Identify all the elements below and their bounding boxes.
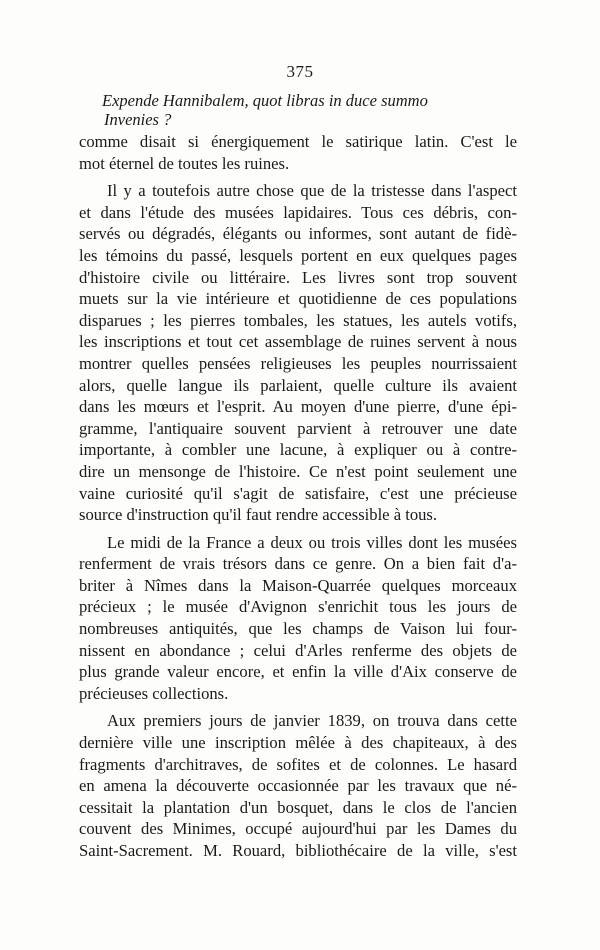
- paragraph: [79, 180, 517, 526]
- text-line: cessitait la plantation d'un bosquet, dans le clos de l'ancien: [79, 797, 517, 817]
- text-line: Le midi de la France a deux ou trois villes dont les musées: [107, 532, 517, 552]
- text-line: renferment de vrais trésors dans ce genre. On a bien fait d'a-: [79, 554, 517, 574]
- text-line: dans les mœurs et l'esprit. Au moyen d'une pierre, d'une épi-: [79, 397, 517, 417]
- text-line: vaine curiosité qu'il s'agit de satisfaire, c'est une précieuse: [79, 483, 517, 503]
- text-line: importante, à combler une lacune, à expliquer ou à contre-: [79, 440, 517, 460]
- text-line: nombreuses antiquités, que les champs de Vaison lui four-: [79, 619, 517, 639]
- text-line: gramme, l'antiquaire souvent parvient à retrouver une date: [79, 418, 517, 438]
- text-line: plus grande valeur encore, et enfin la ville d'Aix conserve de: [79, 662, 517, 682]
- text-line: comme disait si énergiquement le satirique latin. C'est le: [79, 132, 517, 151]
- text-line: briter à Nîmes dans la Maison-Quarrée quelques morceaux: [79, 575, 517, 595]
- text-line: les inscriptions et tout cet assemblage de ruines servent à nous: [79, 332, 517, 352]
- epigraph-line: Invenies ?: [104, 110, 172, 129]
- text-line: muets sur la vie intérieure et quotidienne de ces populations: [79, 289, 517, 309]
- paragraph: [79, 710, 517, 861]
- text-line: alors, quelle langue ils parlaient, quelle culture ils avaient: [79, 375, 517, 395]
- epigraph-quote: [102, 91, 522, 129]
- page-number: 375: [286, 62, 314, 81]
- text-line: en amena la découverte occasionnée par les travaux que né-: [79, 776, 517, 796]
- text-line: précieux ; le musée d'Avignon s'enrichit tous les jours de: [79, 597, 517, 617]
- text-line: les témoins du passé, lesquels portent en eux quelques pages: [79, 245, 517, 265]
- text-line: mot éternel de toutes les ruines.: [79, 153, 290, 173]
- text-line: Aux premiers jours de janvier 1839, on trouva dans cette: [107, 711, 517, 731]
- body-text: [79, 131, 517, 862]
- text-line: couvent des Minimes, occupé aujourd'hui par les Dames du: [79, 819, 517, 839]
- epigraph-line: Expende Hannibalem, quot libras in duce summo: [102, 91, 428, 110]
- text-line: précieuses collections.: [79, 683, 229, 703]
- paragraph: [79, 532, 517, 705]
- text-line: nissent en abondance ; celui d'Arles renferme des objets de: [79, 640, 517, 660]
- text-line: et dans l'étude des musées lapidaires. Tous ces débris, con-: [79, 202, 517, 222]
- paragraph: [79, 131, 517, 174]
- text-line: Saint-Sacrement. M. Rouard, bibliothécaire de la ville, s'est: [79, 841, 517, 860]
- text-line: dernière ville une inscription mêlée à des chapiteaux, à des: [79, 733, 517, 753]
- text-line: disparues ; les pierres tombales, les statues, les autels votifs,: [79, 310, 517, 330]
- text-line: dire un mensonge de l'histoire. Ce n'est point seulement une: [79, 461, 517, 481]
- text-line: d'histoire civile ou littéraire. Les livres sont trop souvent: [79, 267, 517, 287]
- text-line: montrer quelles pensées religieuses les peuples nourrissaient: [79, 353, 517, 373]
- text-line: fragments d'architraves, de sofites et de colonnes. Le hasard: [79, 754, 517, 774]
- text-line: Il y a toutefois autre chose que de la tristesse dans l'aspect: [107, 181, 517, 201]
- text-line: servés ou dégradés, élégants ou informes, sont autant de fidè-: [79, 224, 517, 244]
- text-line: source d'instruction qu'il faut rendre accessible à tous.: [79, 505, 438, 525]
